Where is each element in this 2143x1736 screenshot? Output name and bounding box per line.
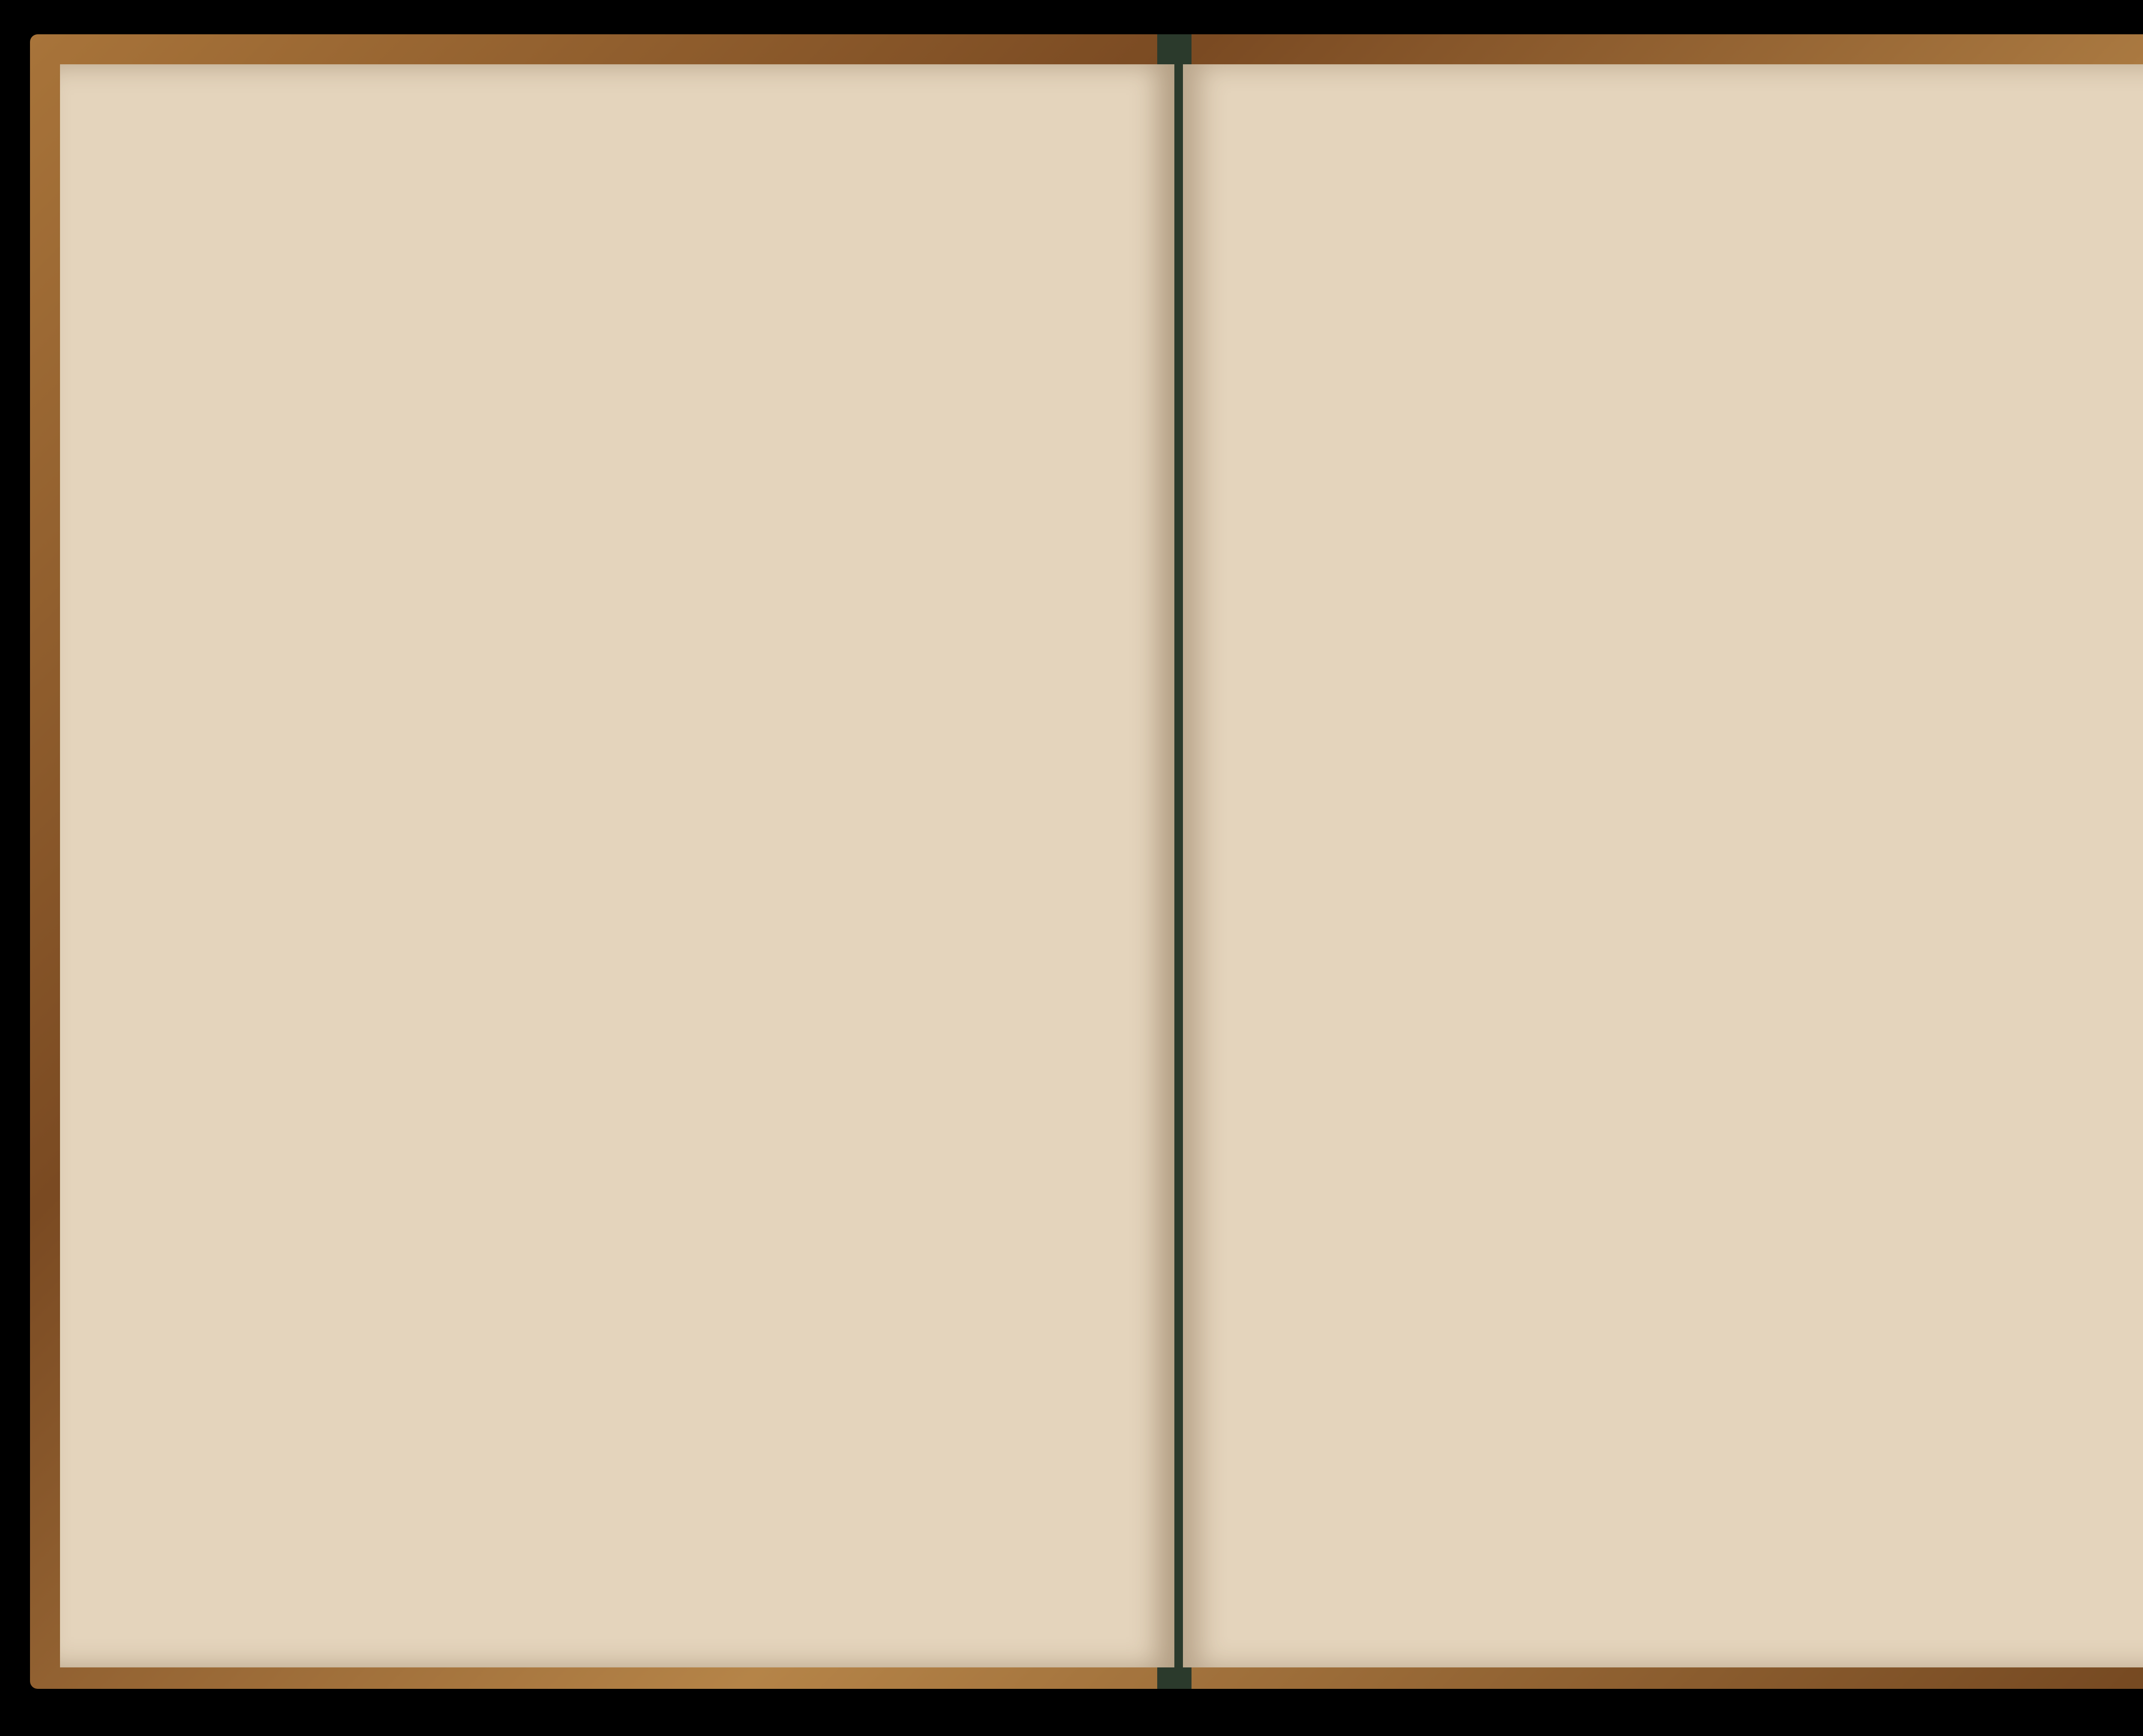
right-page xyxy=(1183,64,2143,1667)
left-page xyxy=(60,64,1174,1667)
